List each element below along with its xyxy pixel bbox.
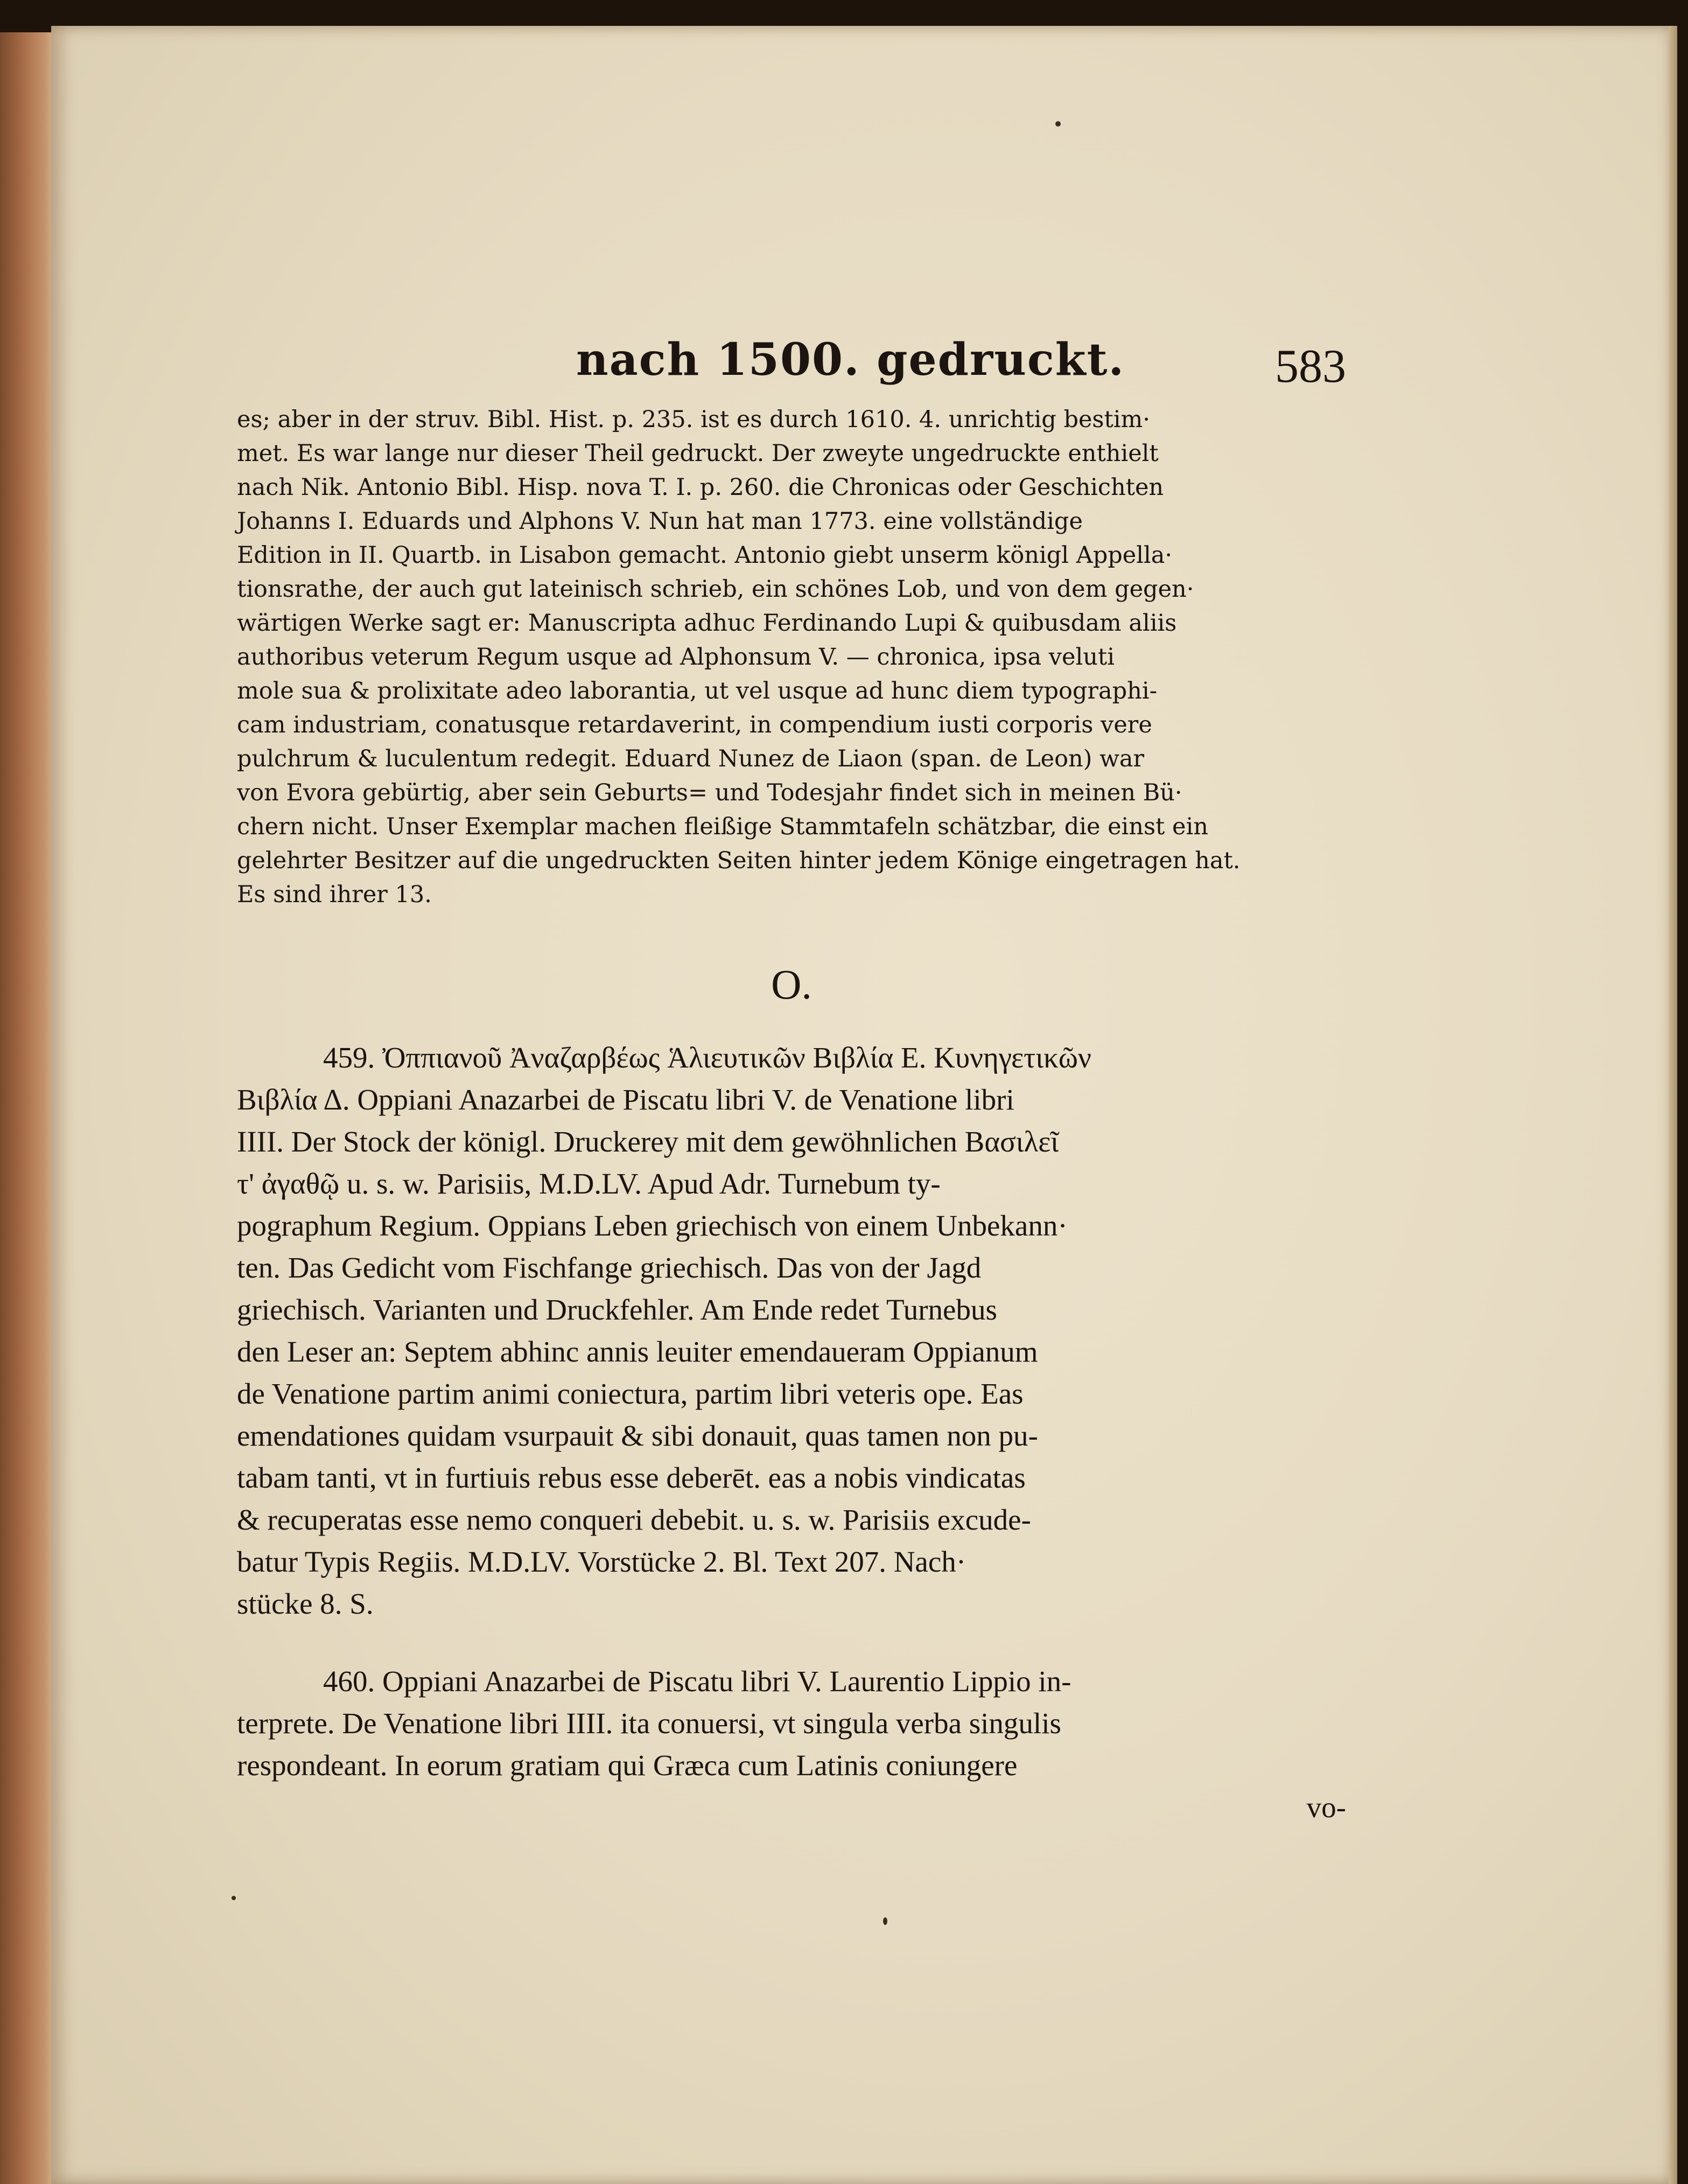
- text-line: es; aber in der struv. Bibl. Hist. p. 235. ist es durch 1610. 4. unrichtig bestim·: [237, 406, 1150, 433]
- text-line: stücke 8. S.: [237, 1587, 374, 1620]
- catchword: vo-: [1306, 1791, 1346, 1824]
- text-line: gelehrter Besitzer auf die ungedruckten Seiten hinter jedem Könige eingetragen hat.: [237, 847, 1241, 874]
- text-line: tionsrathe, der auch gut lateinisch schrieb, ein schönes Lob, und von dem gegen·: [237, 576, 1194, 603]
- ink-speck: [883, 1917, 887, 1925]
- text-line: den Leser an: Septem abhinc annis leuiter emendaueram Oppianum: [237, 1335, 1038, 1368]
- entry-spacer: [237, 1625, 1346, 1660]
- text-line: terprete. De Venatione libri IIII. ita conuersi, vt singula verba singulis: [237, 1707, 1061, 1740]
- section-heading: O.: [771, 961, 812, 1008]
- text-line: de Venatione partim animi coniectura, partim libri veteris ope. Eas: [237, 1377, 1024, 1410]
- text-line: Βιβλία Δ. Oppiani Anazarbei de Piscatu libri V. de Venatione libri: [237, 1083, 1014, 1116]
- running-title: nach 1500. gedruckt.: [576, 334, 1125, 386]
- text-line: Edition in II. Quartb. in Lisabon gemacht. Antonio giebt unserm königl Appella·: [237, 542, 1173, 569]
- text-line: Johanns I. Eduards und Alphons V. Nun hat man 1773. eine vollständige: [237, 508, 1083, 535]
- running-head: [237, 323, 1346, 393]
- text-line: τ' ἀγαθῷ u. s. w. Parisiis, M.D.LV. Apud Adr. Turnebum ty-: [237, 1167, 941, 1200]
- ink-speck: [232, 1896, 236, 1900]
- text-line: 459. Ὀππιανοῦ Ἀναζαρβέως Ἁλιευτικῶν Βιβλία Ε. Κυνηγετικῶν: [323, 1041, 1091, 1074]
- page-number: 583: [1275, 340, 1346, 393]
- text-line: emendationes quidam vsurpauit & sibi donauit, quas tamen non pu-: [237, 1419, 1038, 1452]
- text-line: chern nicht. Unser Exemplar machen fleißige Stammtafeln schätzbar, die einst ein: [237, 813, 1208, 840]
- text-line: von Evora gebürtig, aber sein Geburts= und Todesjahr findet sich in meinen Bü·: [237, 779, 1182, 806]
- text-line: mole sua & prolixitate adeo laborantia, ut vel usque ad hunc diem typographi-: [237, 678, 1158, 704]
- text-line: tabam tanti, vt in furtiuis rebus esse deberēt. eas a nobis vindicatas: [237, 1461, 1026, 1494]
- text-line: pographum Regium. Oppians Leben griechisch von einem Unbekann·: [237, 1209, 1068, 1242]
- text-line: griechisch. Varianten und Druckfehler. Am Ende redet Turnebus: [237, 1293, 997, 1326]
- text-line: Es sind ihrer 13.: [237, 881, 432, 908]
- text-line: pulchrum & luculentum redegit. Eduard Nunez de Liaon (span. de Leon) war: [237, 745, 1145, 772]
- text-line: authoribus veterum Regum usque ad Alphonsum V. — chronica, ipsa veluti: [237, 644, 1115, 671]
- text-line: nach Nik. Antonio Bibl. Hisp. nova T. I. p. 260. die Chronicas oder Geschichten: [237, 474, 1164, 501]
- text-line: cam industriam, conatusque retardaverint, in compendium iusti corporis vere: [237, 711, 1152, 738]
- bibliography-entry-459: [237, 1037, 1346, 1625]
- text-line: wärtigen Werke sagt er: Manuscripta adhuc Ferdinando Lupi & quibusdam aliis: [237, 610, 1177, 637]
- text-line: respondeant. In eorum gratiam qui Græca cum Latinis coniungere: [237, 1749, 1018, 1782]
- text-line: 460. Oppiani Anazarbei de Piscatu libri V. Laurentio Lippio in-: [323, 1665, 1071, 1698]
- text-line: batur Typis Regiis. M.D.LV. Vorstücke 2. Bl. Text 207. Nach·: [237, 1545, 966, 1578]
- text-line: IIII. Der Stock der königl. Druckerey mit dem gewöhnlichen Βασιλεῖ: [237, 1125, 1059, 1158]
- ink-speck: [1055, 121, 1061, 127]
- continued-entry: [237, 403, 1346, 912]
- text-line: & recuperatas esse nemo conqueri debebit. u. s. w. Parisiis excude-: [237, 1503, 1031, 1536]
- text-line: met. Es war lange nur dieser Theil gedruckt. Der zweyte ungedruckte enthielt: [237, 440, 1159, 467]
- text-line: ten. Das Gedicht vom Fischfange griechisch. Das von der Jagd: [237, 1251, 982, 1284]
- page-content: [237, 323, 1346, 1829]
- bibliography-entry-460: [237, 1660, 1346, 1787]
- page-fore-edge: [1669, 26, 1677, 2184]
- adjacent-page-edge: [0, 32, 59, 2184]
